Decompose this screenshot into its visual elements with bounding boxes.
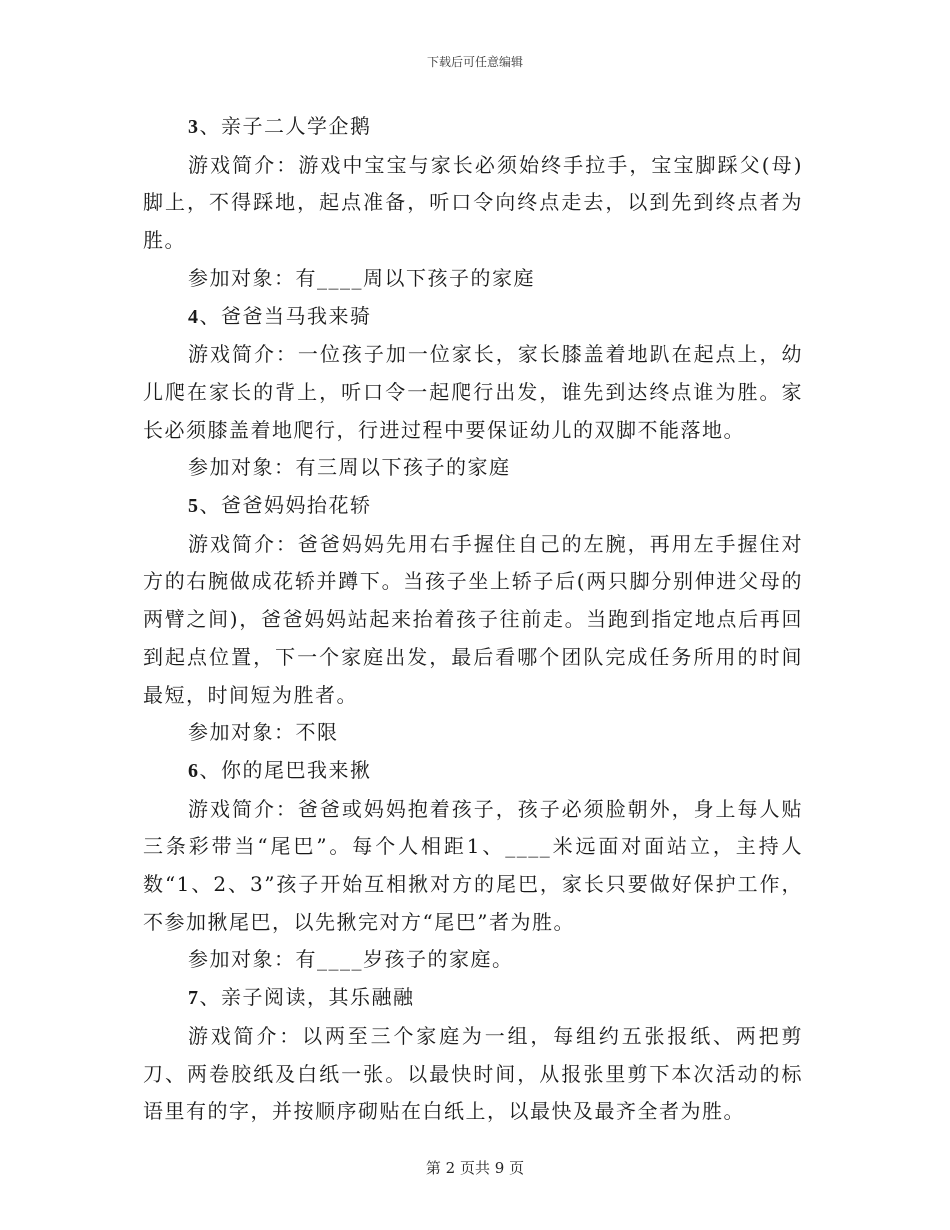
game-intro: 游戏简介：爸爸或妈妈抱着孩子，孩子必须脸朝外，身上每人贴三条彩带当“尾巴”。每个人相距1、____米远面对面站立，主持人数“1、2、3”孩子开始互相揪对方的尾巴，家长只要做好保护工作，不参加揪尾巴，以先揪完对方“尾巴”者为胜。 (143, 796, 803, 934)
game-intro: 游戏简介：一位孩子加一位家长，家长膝盖着地趴在起点上，幼儿爬在家长的背上，听口令一起爬行出发，谁先到达终点谁为胜。家长必须膝盖着地爬行，行进过程中要保证幼儿的双脚不能落地。 (143, 342, 803, 442)
section-heading (143, 979, 803, 1018)
section-heading (143, 487, 803, 526)
document-body (143, 108, 803, 1131)
participant-target: 参加对象：有____岁孩子的家庭。 (188, 947, 514, 972)
section-heading (143, 108, 803, 147)
participant-target: 参加对象：有____周以下孩子的家庭 (188, 265, 535, 290)
section-title: 、爸爸妈妈抬花轿 (199, 493, 372, 518)
section-title: 、爸爸当马我来骑 (199, 303, 372, 328)
section-title: 、亲子二人学企鹅 (199, 114, 372, 138)
section-title: 、亲子阅读，其乐融融 (199, 985, 415, 1010)
section-number: 3 (188, 116, 200, 138)
section-title: 、你的尾巴我来揪 (199, 757, 372, 782)
page-footer: 第 2 页共 9 页 (425, 1159, 525, 1177)
section-heading (143, 752, 803, 791)
participant-target: 参加对象：有三周以下孩子的家庭 (188, 455, 511, 480)
page-header: 下载后可任意编辑 (426, 55, 523, 69)
game-intro: 游戏简介：游戏中宝宝与家长必须始终手拉手，宝宝脚踩父(母)脚上，不得踩地，起点准备，听口令向终点走去，以到先到终点者为胜。 (143, 152, 803, 253)
game-intro: 游戏简介：以两至三个家庭为一组，每组约五张报纸、两把剪刀、两卷胶纸及白纸一张。以最快时间，从报张里剪下本次活动的标语里有的字，并按顺序砌贴在白纸上，以最快及最齐全者为胜。 (143, 1023, 803, 1124)
section-number: 7 (188, 987, 200, 1010)
section-number: 6 (188, 759, 200, 782)
participant-target: 参加对象：不限 (188, 720, 339, 745)
section-number: 4 (188, 305, 200, 328)
game-intro: 游戏简介：爸爸妈妈先用右手握住自己的左腕，再用左手握住对方的右腕做成花轿并蹲下。当孩子坐上轿子后(两只脚分别伸进父母的两臂之间)，爸爸妈妈站起来抬着孩子往前走。当跑到指定地点后再回到起点位置，下一个家庭出发，最后看哪个团队完成任务所用的时间最短，时间短为胜者。 (143, 531, 803, 707)
section-number: 5 (188, 495, 200, 518)
section-heading (143, 298, 803, 337)
